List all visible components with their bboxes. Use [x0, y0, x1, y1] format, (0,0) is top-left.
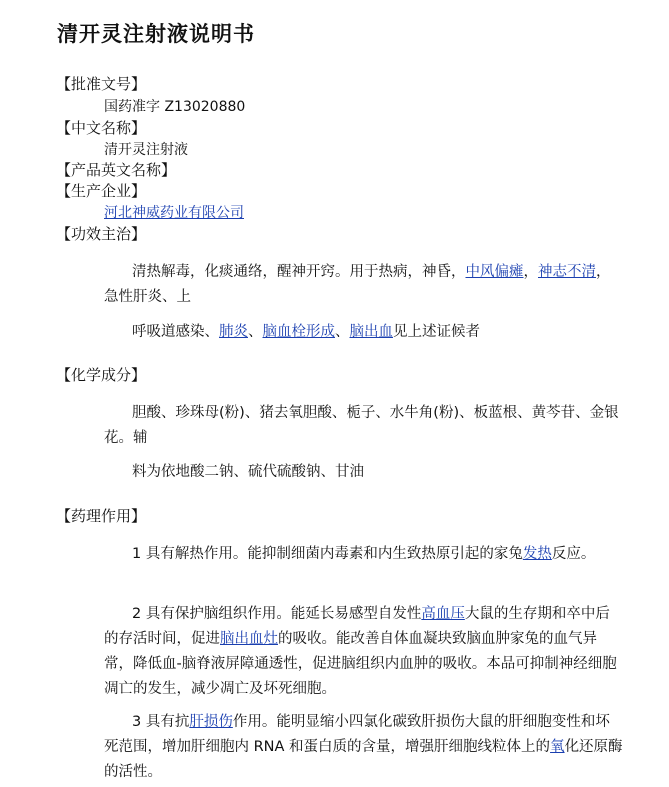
indications-text: 清热解毒，化痰通络，醒神开窍。用于热病，神昏，: [132, 264, 466, 280]
pharmacology-text: 作用。能明显缩小四氯化碳致肝损伤大鼠的肝细胞变性和坏死范围，增加肝细胞内 RNA 和蛋白质的含量，增强肝细胞线粒体上的: [104, 714, 610, 755]
composition-text: 胆酸、珍珠母(粉)、猪去氧胆酸、栀子、水牛角(粉)、板蓝根、黄芩苷、金银花。辅: [104, 405, 619, 446]
manufacturer-link[interactable]: 河北神威药业有限公司: [104, 205, 244, 221]
pharmacology-text-tail: 的吸收。能改善自体血凝块致脑血肿家兔的血气异常，降低血-脑脊液屏障通透性，促进脑组织内血肿的吸收。本品可抑制神经细胞凋亡的发生，减少凋亡及坏死细胞。: [104, 631, 617, 697]
link-pneumonia[interactable]: 肺炎: [219, 324, 248, 340]
heading-composition: 【化学成分】: [56, 366, 147, 384]
indications-separator: 、: [248, 324, 263, 340]
heading-pharmacology: 【药理作用】: [56, 507, 147, 525]
link-fever[interactable]: 发热: [522, 546, 552, 562]
pharmacology-paragraph-1: [104, 542, 624, 567]
page-title: 清开灵注射液说明书: [57, 22, 255, 46]
heading-manufacturer: 【生产企业】: [56, 182, 147, 200]
link-hemorrhage-focus[interactable]: 脑出血灶: [220, 631, 278, 647]
link-unconsciousness[interactable]: 神志不清: [538, 264, 596, 280]
composition-paragraph-1: [104, 401, 624, 451]
pharmacology-text: 1 具有解热作用。能抑制细菌内毒素和内生致热原引起的家兔: [132, 546, 523, 562]
heading-approval-number: 【批准文号】: [56, 75, 147, 93]
pharmacology-text-tail: 反应。: [551, 546, 596, 562]
link-oxygen[interactable]: 氧: [550, 739, 565, 755]
indications-paragraph-1: [104, 260, 624, 310]
indications-separator: ，: [523, 264, 538, 280]
composition-text: 料为依地酸二钠、硫代硫酸钠、甘油: [132, 464, 364, 480]
pharmacology-text: 大鼠的生存期和卒中后的存活时间，促进: [104, 606, 610, 647]
pharmacology-text-tail: 化还原酶的活性。: [104, 739, 623, 780]
pharmacology-text: 3 具有抗: [132, 714, 190, 730]
indications-text-tail: 见上述证候者: [393, 324, 480, 340]
link-liver-injury[interactable]: 肝损伤: [189, 714, 233, 730]
indications-separator: 、: [335, 324, 350, 340]
pharmacology-text: 2 具有保护脑组织作用。能延长易感型自发性: [132, 606, 422, 622]
indications-text: 呼吸道感染、: [132, 324, 219, 340]
heading-chinese-name: 【中文名称】: [56, 119, 147, 137]
approval-number-value: 国药准字 Z13020880: [104, 99, 246, 115]
link-cerebral-hemorrhage[interactable]: 脑出血: [349, 324, 393, 340]
link-stroke-hemiplegia[interactable]: 中风偏瘫: [465, 264, 524, 280]
heading-english-name: 【产品英文名称】: [56, 161, 177, 179]
heading-indications: 【功效主治】: [56, 225, 147, 243]
pharmacology-paragraph-3: [104, 710, 624, 785]
chinese-name-value: 清开灵注射液: [104, 142, 188, 158]
link-cerebral-thrombosis[interactable]: 脑血栓形成: [262, 324, 335, 340]
pharmacology-paragraph-2: [104, 602, 624, 702]
indications-text-tail: ，急性肝炎、上: [104, 264, 611, 305]
composition-paragraph-2: [104, 460, 624, 485]
link-hypertension[interactable]: 高血压: [421, 606, 465, 622]
indications-paragraph-2: [104, 320, 624, 345]
